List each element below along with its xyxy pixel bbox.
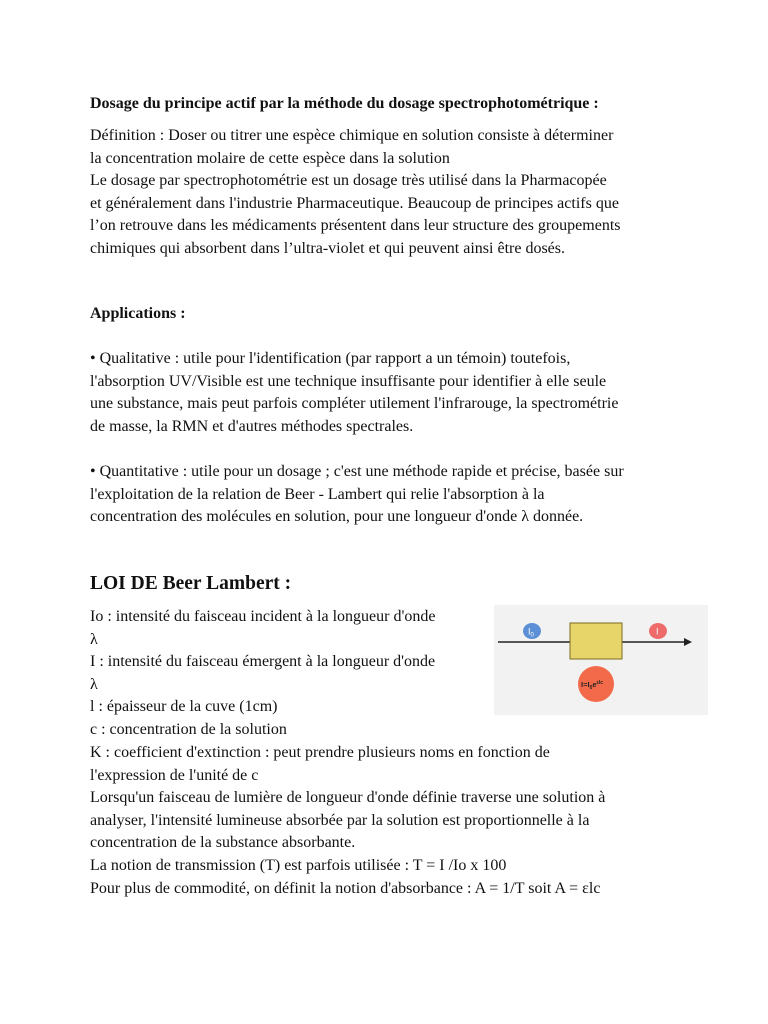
- text-line: l'absorption UV/Visible est une technique insuffisante pour identifier à elle seule: [90, 372, 607, 390]
- beer-lambert-diagram: [494, 605, 708, 715]
- text-line: une substance, mais peut parfois compléter utilement l'infrarouge, la spectrométrie: [90, 395, 619, 413]
- text-line: l'exploitation de la relation de Beer - Lambert qui relie l'absorption à la: [90, 485, 545, 503]
- text-line: l’on retrouve dans les médicaments présentent dans leur structure des groupements: [90, 217, 621, 235]
- definitions-list: [90, 606, 490, 742]
- output-intensity-label: I: [656, 626, 659, 637]
- text-line: c : concentration de la solution: [90, 720, 287, 738]
- text-line: chimiques qui absorbent dans l’ultra-violet et qui peuvent ainsi être dosés.: [90, 239, 565, 257]
- text-line: l'expression de l'unité de c: [90, 766, 259, 784]
- output-arrow-head: [684, 638, 692, 646]
- text-line: de masse, la RMN et d'autres méthodes spectrales.: [90, 417, 414, 435]
- formula-label: $I=I_0e^{\varepsilon lc}$: [581, 680, 604, 691]
- sample-cell-box: [570, 623, 622, 659]
- text-line: λ: [90, 630, 98, 648]
- text-line: Pour plus de commodité, on définit la notion d'absorbance : A = 1/T soit A = εlc: [90, 879, 601, 897]
- text-line: λ: [90, 675, 98, 693]
- text-line: la concentration molaire de cette espèce dans la solution: [90, 149, 450, 167]
- text-line: I : intensité du faisceau émergent à la longueur d'onde: [90, 653, 436, 671]
- text-line: l : épaisseur de la cuve (1cm): [90, 698, 278, 716]
- applications-heading: Applications :: [90, 305, 186, 322]
- qualitative-bullet: [90, 348, 690, 438]
- text-line: et généralement dans l'industrie Pharmaceutique. Beaucoup de principes actifs que: [90, 194, 619, 212]
- text-line: analyser, l'intensité lumineuse absorbée par la solution est proportionnelle à la: [90, 811, 590, 829]
- diagram-svg: [494, 605, 708, 715]
- beer-lambert-heading: LOI DE Beer Lambert :: [90, 573, 292, 594]
- text-line: concentration de la substance absorbante.: [90, 834, 356, 852]
- text-line: Le dosage par spectrophotométrie est un dosage très utilisé dans la Pharmacopée: [90, 172, 607, 190]
- definition-paragraph: [90, 125, 690, 261]
- text-line: Io : intensité du faisceau incident à la longueur d'onde: [90, 608, 436, 625]
- text-line: • Quantitative : utile pour un dosage ; c'est une méthode rapide et précise, basée sur: [90, 463, 624, 480]
- text-line: La notion de transmission (T) est parfois utilisée : T = I /Io x 100: [90, 856, 507, 874]
- quantitative-bullet: [90, 461, 690, 529]
- text-line: Définition : Doser ou titrer une espèce chimique en solution consiste à déterminer: [90, 127, 614, 144]
- text-line: Lorsqu'un faisceau de lumière de longueur d'onde définie traverse une solution à: [90, 789, 606, 807]
- text-line: concentration des molécules en solution, pour une longueur d'onde λ donnée.: [90, 508, 584, 526]
- text-line: • Qualitative : utile pour l'identification (par rapport a un témoin) toutefois,: [90, 350, 571, 367]
- explanation-paragraph: [90, 742, 690, 900]
- input-intensity-label: $I_0$: [528, 626, 534, 639]
- text-line: K : coefficient d'extinction : peut prendre plusieurs noms en fonction de: [90, 744, 550, 761]
- document-title: Dosage du principe actif par la méthode du dosage spectrophotométrique :: [90, 95, 599, 112]
